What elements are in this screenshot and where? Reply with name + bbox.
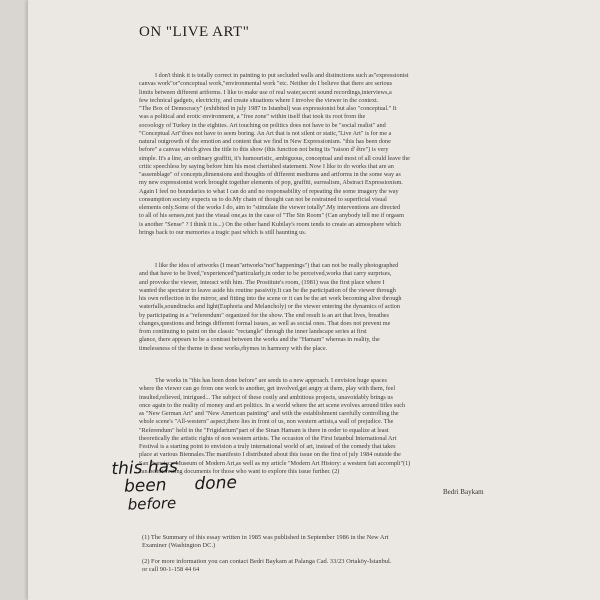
text-line: as "New German Art" and "New American painting" and with the establishment carefully controlling the (139, 410, 399, 417)
text-line: "The Box of Democracy" (exhibited in july 1987 in Istanbul) was expressionist but also "conceptual." It (139, 105, 397, 112)
text-line: was a political and erotic environment, a "free zone" within itself that took its root from the (139, 113, 366, 121)
text-line: "assemblage" of concepts,dimensions and thoughts of different mediums and artforms in the some way as (139, 171, 401, 178)
text-line: his own reflection in the mirror, and fitting into the scene or it can be the art work becoming alive through (139, 295, 402, 302)
text-line: limits between different artforms. I like to make use of real water,secret sound recordings,interviews,a (139, 88, 392, 96)
footnote-line: Examiner (Washington DC.) (142, 542, 216, 549)
text-line: "Conceptual Art"does not have to seem boring. An Art that is not silent or static,"Live Art" is for me a (139, 129, 392, 137)
text-line: and that have to be lived,"experienced"particularly,in order to be perceived,works that carry surprises, (139, 270, 392, 278)
footnote-line: (1) The Summary of this essay written in 1985 was published in September 1986 in the New Art (142, 534, 389, 541)
text-line: critic speechless by saying before him his most cherished statement. Now I like to do works that are an (139, 162, 394, 170)
paragraph-1 (139, 72, 495, 237)
text-line: by participating in a "referendum" organized for the show. The end result is an art that lives, breathes (139, 311, 389, 319)
text-line: I like the idea of artworks (I mean"artworks"not"happenings") that can not be really photographed (155, 262, 399, 269)
author-signature: Bedri Baykam (443, 488, 484, 496)
text-line: to all of his senses,not just the visual one,as in the case of "The Sin Room" (Can anybody tell me if orgasm (139, 212, 404, 220)
text-line: before" a canvas which gives the title to this show (this function not being its "raison d' être") is very (139, 146, 389, 154)
text-line: waterfalls,soundtracks and light(Euphoria and Melancholy) or the viewer entering the dynamics of action (139, 303, 400, 311)
text-line: whole scene's "All-western" aspect,there lies in front of us, non western artists,a wall of prejudice. The (139, 418, 394, 426)
text-line: can be interesting documents for those who want to explore this issue further. (2) (139, 467, 340, 475)
text-line: changes,questions and brings different formal issues, as well as social ones. That does not prevent me (139, 319, 391, 327)
text-line: "Referendum" held in the "Frigidarium"part of the Sinan Hamam is there in order to equalize at least (139, 426, 389, 434)
text-line: and provoke the viewer, interact with him. The Prostitute's room, (1981) was the first place where I (139, 278, 385, 286)
footnotes (142, 534, 492, 582)
text-line: natural outgrowth of the emotion and content that we find in New Expressionism. "this has been done (139, 138, 391, 145)
text-line: glance, there appears to be a contrast between the works and the "Hamam" whereas in reality, the (139, 336, 380, 344)
text-line: place at various Biennales.The manifesto I distributed about this issue on the first of july 1984 outside the (139, 451, 401, 459)
text-line: San Francisco Museum of Modern Art,as well as my article "Modern Art History: a western fait accompli"(1) (139, 459, 411, 467)
text-line: I don't think it is totally correct in painting to put secluded walls and distinctions such as"expressionist (155, 72, 409, 79)
text-line: simple. It's a line, an ordinary graffiti, it's humouristic, ambiguous, conceptual and most of all could leave the (139, 154, 410, 162)
text-line: wanted the spectator to leave aside his routine passivity.It can be the participation of the viewer through (139, 286, 396, 294)
footnote-line: or call 90-1-158 44 64 (142, 566, 200, 573)
text-line: The works in "this has been done before" are seeds to a new approach. I envision huge spaces (155, 377, 387, 384)
text-line: is another "Sense" ? I think it is...) On the other hand Kubilay's room tends to create an atmosphere which (139, 220, 401, 228)
document-page (28, 0, 600, 600)
text-line: once again to the reality of money and art politics. In a world where the art scene evolves around titles such (139, 401, 406, 409)
footnote-2 (142, 558, 492, 574)
text-line: socoology of Turkey in the eighties. Art touching on politics does not have to be "social realist" and (139, 121, 386, 129)
page-title: ON "LIVE ART" (139, 24, 250, 40)
text-line: Again I feel no boundaries to what I can do and no responsability of repeating the some imagery the way (139, 187, 399, 195)
text-line: canvas work"or"conceptual work,"environmental work "etc. Neither do I believe that there are serious (139, 80, 393, 88)
footnote-line: (2) For more information you can contact Bedri Baykam at Palanga Cad. 33/23 Ortaköy-İstanbul. (142, 558, 392, 565)
text-line: theoretically the artistic rights of non western artists. The occasion of the First Istanbul International Art (139, 434, 397, 442)
text-line: my new expressionist work brought together elements of pop, graffiti, surrealism, Abstract Expressionism. (139, 179, 403, 187)
text-line: timelessness of the theme in these works,rhymes in harmony with the place. (139, 344, 328, 352)
handwriting-line: before (127, 493, 177, 514)
text-line: insulted,relieved, intrigued... The subject of these costly and ambitious projects, unavoidably brings us (139, 393, 393, 401)
footnote-1 (142, 534, 492, 550)
text-line: few technical gadgets, electricity, and create situations where I involve the viewer in the context. (139, 96, 379, 104)
text-line: brings back to our memories a tragic past which is still haunting us. (139, 228, 307, 236)
text-line: from continuing to paint on the classic "rectangle" through the inner landscape series at first (139, 328, 367, 335)
text-line: consumption society expects us to do.My chain of thought can not be restrained to superficial visual (139, 195, 387, 203)
handwriting-line: this has (111, 456, 179, 480)
handwritten-note (111, 456, 238, 514)
text-line: Festival is a starting point to envision a truly international world of art, instead of the comedy that takes (139, 443, 396, 450)
text-line: elements only.Some of the works I do, aim to "stimulate the viewer totally".My interventions are directed (139, 204, 401, 211)
paragraph-2 (139, 262, 495, 353)
text-line: where the viewer can go from one work to another, get involved,get angry at them, play with them, feel (139, 385, 396, 393)
handwriting-line: been done (123, 472, 238, 497)
